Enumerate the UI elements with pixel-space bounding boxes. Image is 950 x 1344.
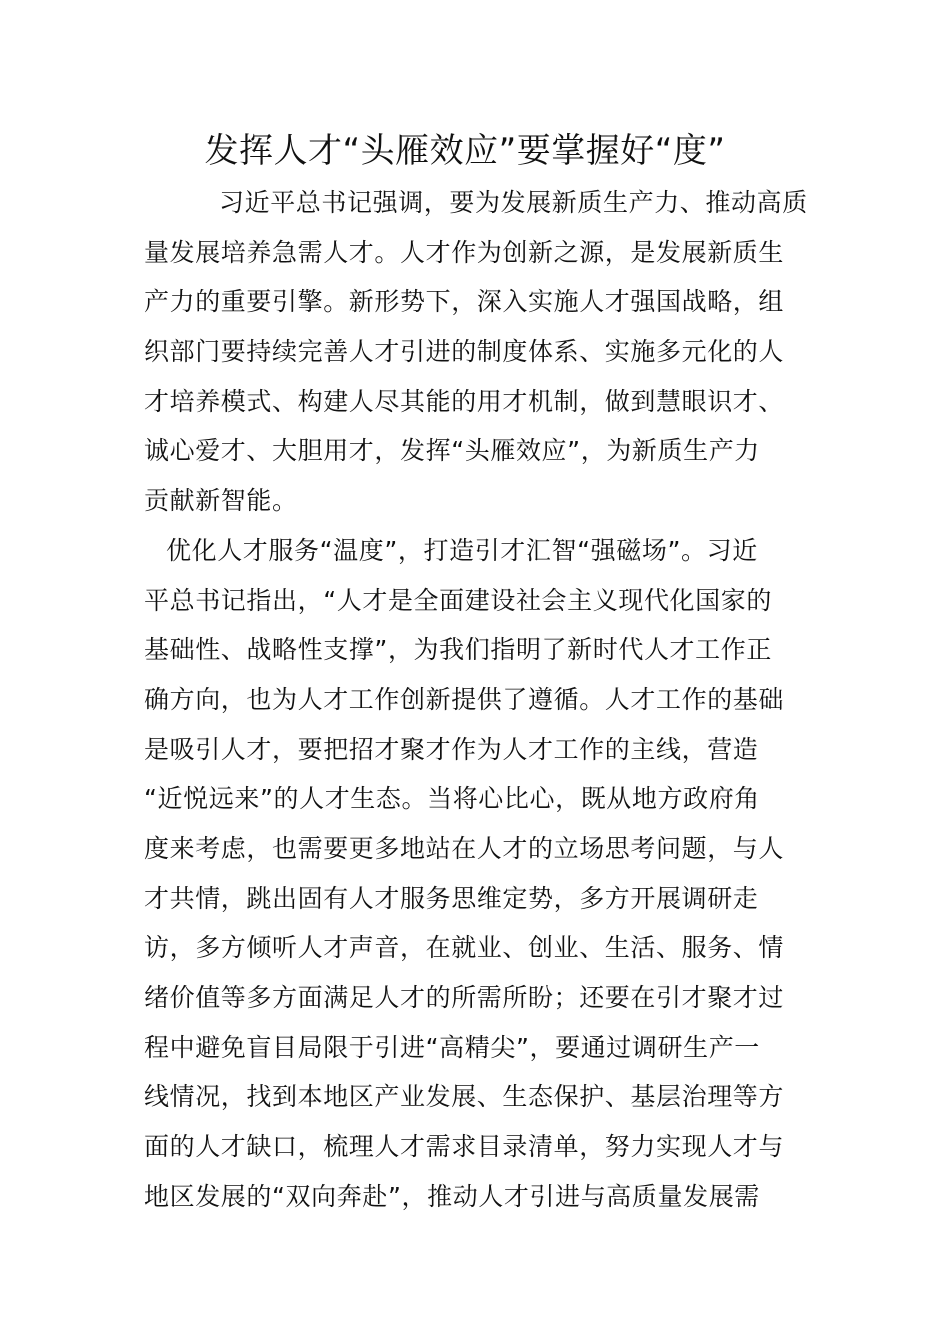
- paragraph-1-line: 量发展培养急需人才。人才作为创新之源，是发展新质生: [144, 237, 785, 267]
- paragraph-2-line: 平总书记指出，“人才是全面建设社会主义现代化国家的: [144, 585, 772, 615]
- paragraph-1-line: 织部门要持续完善人才引进的制度体系、实施多元化的人: [144, 337, 785, 367]
- document-body: [144, 178, 814, 1221]
- paragraph-2-line: “近悦远来”的人才生态。当将心比心，既从地方政府角: [144, 784, 760, 814]
- paragraph-1-line: 才培养模式、构建人尽其能的用才机制，做到慧眼识才、: [144, 386, 785, 416]
- paragraph-2-line: 度来考虑，也需要更多地站在人才的立场思考问题，与人: [144, 833, 785, 863]
- paragraph-2-line: 线情况，找到本地区产业发展、生态保护、基层治理等方: [144, 1082, 785, 1112]
- paragraph-2-line: 确方向，也为人才工作创新提供了遵循。人才工作的基础: [144, 684, 785, 714]
- paragraph-2-line: 面的人才缺口，梳理人才需求目录清单，努力实现人才与: [144, 1132, 785, 1162]
- paragraph-1-line: 习近平总书记强调，要为发展新质生产力、推动高质: [219, 188, 808, 217]
- paragraph-2-line: 程中避免盲目局限于引进“高精尖”，要通过调研生产一: [144, 1032, 760, 1062]
- paragraph-1-line: 诚心爱才、大胆用才，发挥“头雁效应”，为新质生产力: [144, 436, 760, 466]
- paragraph-2-line: 基础性、战略性支撑”，为我们指明了新时代人才工作正: [144, 635, 772, 665]
- paragraph-2-line: 才共情，跳出固有人才服务思维定势，多方开展调研走: [144, 883, 759, 913]
- paragraph-1-line: 贡献新智能。: [144, 486, 298, 516]
- paragraph-2-line: 优化人才服务“温度”，打造引才汇智“强磁场”。习近: [166, 535, 758, 565]
- paragraph-2-line: 是吸引人才，要把招才聚才作为人才工作的主线，营造: [144, 734, 759, 764]
- document-title: 发挥人才“头雁效应”要掌握好“度”: [204, 131, 726, 171]
- paragraph-2-line: 地区发展的“双向奔赴”，推动人才引进与高质量发展需: [144, 1181, 760, 1211]
- paragraph-2-line: 访，多方倾听人才声音，在就业、创业、生活、服务、情: [144, 933, 785, 963]
- paragraph-2-line: 绪价值等多方面满足人才的所需所盼；还要在引才聚才过: [144, 983, 785, 1012]
- paragraph-1-line: 产力的重要引擎。新形势下，深入实施人才强国战略，组: [144, 287, 785, 317]
